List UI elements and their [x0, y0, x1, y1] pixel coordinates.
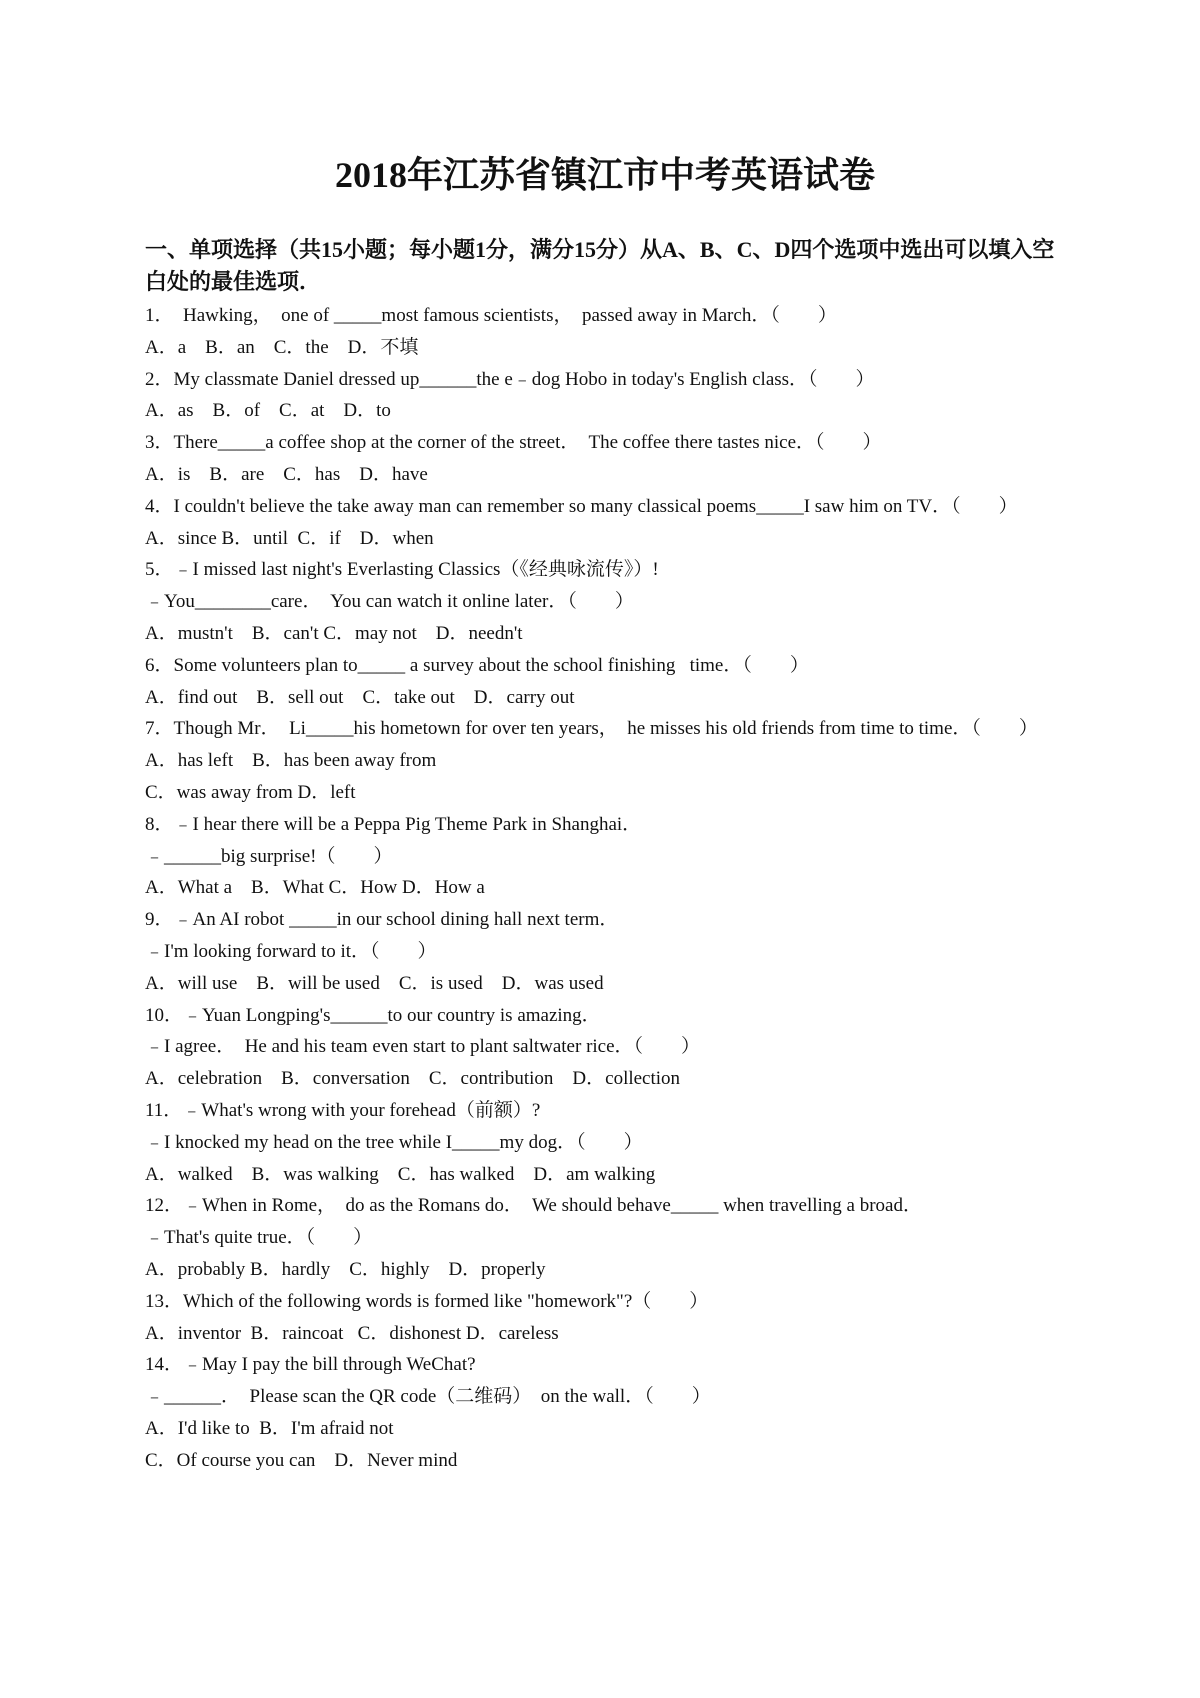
section-heading: 一、单项选择（共15小题；每小题1分，满分15分）从A、B、C、D四个选项中选出可以填入空白处的最佳选项． [145, 237, 1055, 294]
dialogue-line: ﹣______big surprise!（ ） [145, 845, 393, 867]
dialogue-line: ﹣I knocked my head on the tree while I_____my dog．（ ） [145, 1131, 643, 1153]
options-line: A．is B．are C．has D．have [145, 463, 428, 485]
options-line: A．I'd like to B．I'm afraid not [145, 1417, 394, 1439]
exam-page [145, 150, 1065, 1476]
options-line: A．as B．of C．at D．to [145, 400, 391, 422]
question-line: 3．There_____a coffee shop at the corner of the street． The coffee there tastes nice．（ ） [145, 432, 882, 454]
options-line: A．has left B．has been away from [145, 750, 437, 772]
question-line: 14．﹣May I pay the bill through WeChat? [145, 1354, 476, 1376]
question-line: 7．Though Mr． Li_____his hometown for over ten years， he misses his old friends from time to time．（ ） [145, 718, 1038, 740]
options-line: A．a B．an C．the D．不填 [145, 336, 419, 358]
page-title: 2018年江苏省镇江市中考英语试卷 [334, 155, 875, 195]
question-line: 8．﹣I hear there will be a Peppa Pig Theme Park in Shanghai． [145, 813, 642, 835]
options-line: A．will use B．will be used C．is used D．was used [145, 972, 604, 994]
options-line: C．Of course you can D．Never mind [145, 1449, 458, 1471]
question-line: 13．Which of the following words is formed like "homework"?（ ） [145, 1290, 709, 1312]
question-line: 6．Some volunteers plan to_____ a survey about the school finishing time．（ ） [145, 654, 809, 676]
dialogue-line: ﹣I'm looking forward to it．（ ） [145, 940, 437, 962]
dialogue-line: ﹣That's quite true．（ ） [145, 1227, 373, 1249]
dialogue-line: ﹣______． Please scan the QR code（二维码） on the wall．（ ） [145, 1386, 711, 1408]
question-line: 12．﹣When in Rome， do as the Romans do． We should behave_____ when travelling a broad． [145, 1195, 922, 1217]
dialogue-line: ﹣I agree． He and his team even start to plant saltwater rice．（ ） [145, 1036, 701, 1058]
question-line: 10．﹣Yuan Longping's______to our country is amazing． [145, 1004, 601, 1026]
question-line: 11．﹣What's wrong with your forehead（前额）? [145, 1099, 541, 1121]
question-line: 4．I couldn't believe the take away man can remember so many classical poems_____I saw him on TV．（ ） [145, 495, 1018, 517]
question-line: 2．My classmate Daniel dressed up______the e﹣dog Hobo in today's English class．（ ） [145, 368, 875, 390]
options-line: A．since B．until C．if D．when [145, 527, 434, 549]
options-line: C．was away from D．left [145, 781, 356, 803]
options-line: A．What a B．What C．How D．How a [145, 877, 485, 899]
question-line: 1． Hawking， one of _____most famous scientists， passed away in March．（ ） [145, 305, 837, 326]
options-line: A．find out B．sell out C．take out D．carry out [145, 686, 575, 708]
options-line: A．walked B．was walking C．has walked D．am walking [145, 1163, 656, 1185]
options-line: A．probably B．hardly C．highly D．properly [145, 1258, 546, 1280]
options-line: A．mustn't B．can't C．may not D．needn't [145, 622, 523, 644]
options-line: A．celebration B．conversation C．contribution D．collection [145, 1068, 681, 1090]
question-line: 5．﹣I missed last night's Everlasting Classics（《经典咏流传》）! [145, 559, 659, 581]
options-line: A．inventor B．raincoat C．dishonest D．careless [145, 1322, 559, 1344]
dialogue-line: ﹣You________care． You can watch it online later．（ ） [145, 591, 634, 613]
question-line: 9．﹣An AI robot _____in our school dining hall next term． [145, 909, 619, 931]
